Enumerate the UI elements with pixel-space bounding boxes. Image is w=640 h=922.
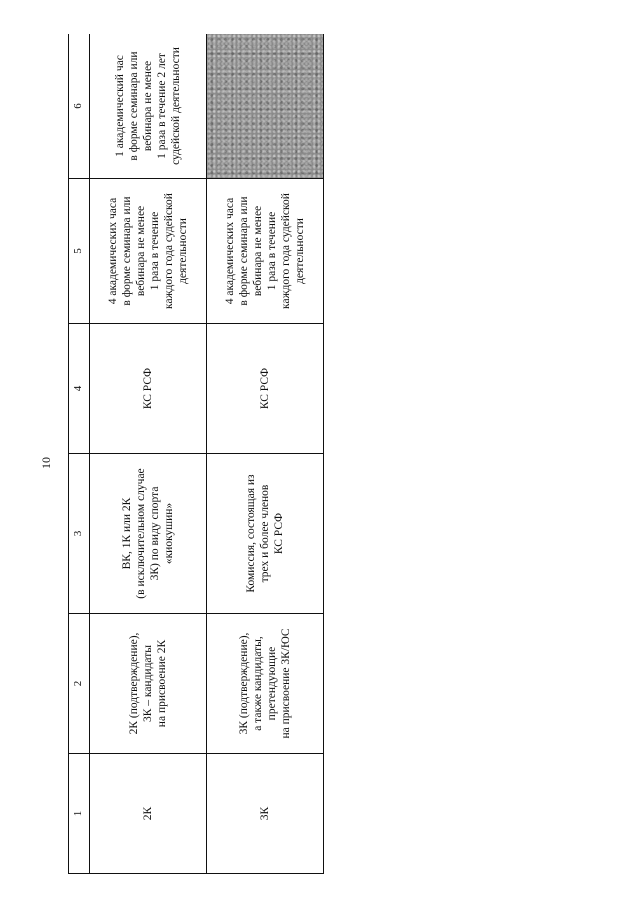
header-cell: 4 [69, 324, 90, 454]
header-cell: 5 [69, 179, 90, 324]
header-cell: 3 [69, 454, 90, 614]
page-number: 10 [39, 457, 53, 469]
table-header-row [69, 34, 90, 874]
organizer-cell: КС РСФ [90, 324, 207, 454]
table-row [207, 34, 324, 874]
organizer-cell: КС РСФ [207, 324, 324, 454]
category-cell: 3К [207, 754, 324, 874]
table-row [90, 34, 207, 874]
requirements-table [68, 34, 324, 874]
examiners-cell: ВК, 1К или 2К (в исключительном случае 3К) по виду спорта «киокушин» [90, 454, 207, 614]
candidates-cell: 2К (подтверждение), 3К – кандидаты на присвоение 2К [90, 614, 207, 754]
candidates-cell: 3К (подтверждение), а также кандидаты, претендующие на присвоение 3К/ЮС [207, 614, 324, 754]
examiners-cell: Комиссия, состоящая из трех и более членов КС РСФ [207, 454, 324, 614]
training-cell: 4 академических часа в форме семинара или вебинара не менее 1 раза в течение каждого года судейской деятельности [90, 179, 207, 324]
training-cell: 4 академических часа в форме семинара или вебинара не менее 1 раза в течение каждого года судейской деятельности [207, 179, 324, 324]
header-cell: 6 [69, 34, 90, 179]
periodicity-cell: 1 академический час в форме семинара или вебинара не менее 1 раза в течение 2 лет судейской деятельности [90, 34, 207, 179]
category-cell: 2К [90, 754, 207, 874]
header-cell: 2 [69, 614, 90, 754]
qualification-table [68, 34, 324, 874]
header-cell: 1 [69, 754, 90, 874]
shaded-cell [207, 34, 324, 179]
